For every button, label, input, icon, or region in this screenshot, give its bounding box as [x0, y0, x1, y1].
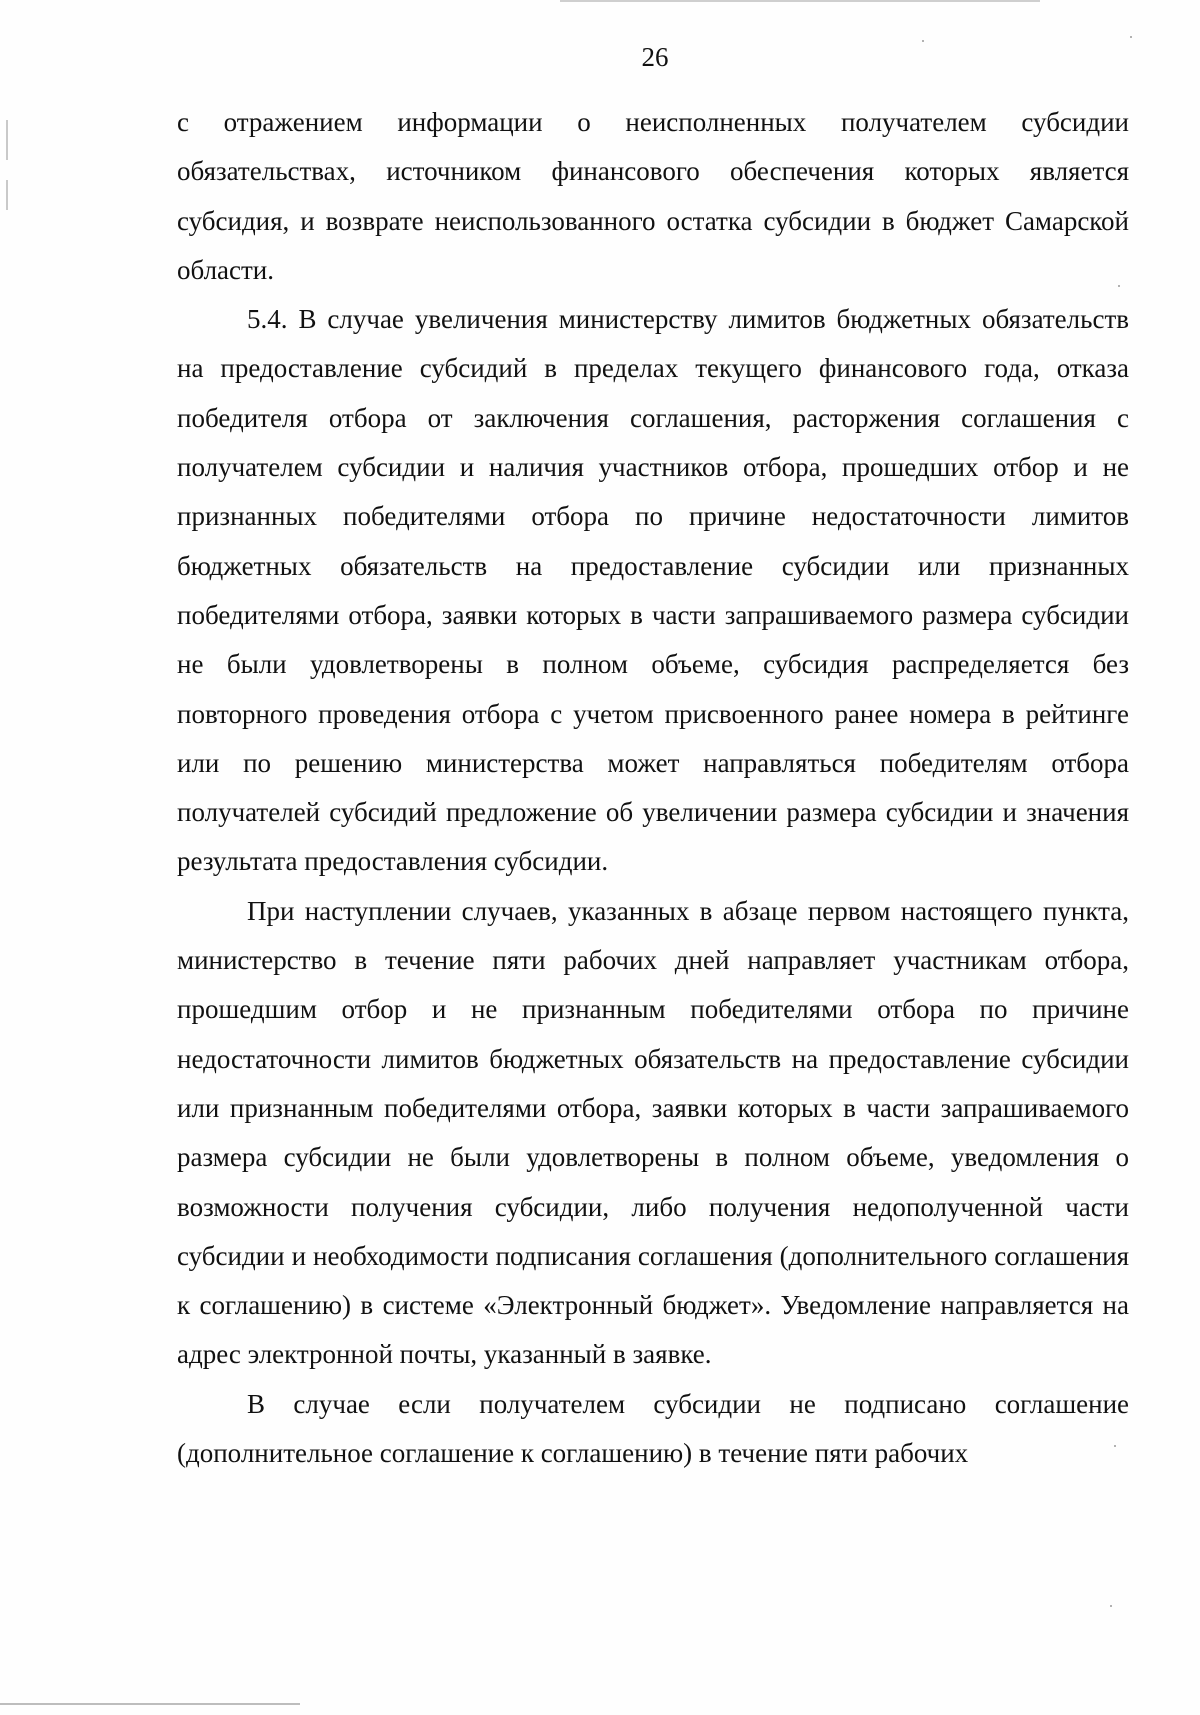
paragraph-notification: При наступлении случаев, указанных в абзаце первом настоящего пункта, министерство в течение пяти рабочих дней направляет участникам отбора, прошедшим отбор и не признанным победителями отбора по причине недостаточности лимитов бюджетных обязательств на предоставление субсидии или признанным победителями отбора, заявки которых в части запрашиваемого размера субсидии не были удовлетворены в полном объеме, уведомления о возможности получения субсидии, либо получения недополученной части субсидии и необходимости подписания соглашения (дополнительного соглашения к соглашению) в системе «Электронный бюджет». Уведомление направляется на адрес электронной почты, указанный в заявке. — [177, 895, 1129, 1370]
scan-speck — [922, 40, 924, 42]
scan-edge-left — [6, 120, 8, 160]
scan-speck — [1114, 1445, 1116, 1447]
scan-speck — [1130, 36, 1132, 38]
document-body — [177, 98, 1129, 1478]
scan-edge-top — [560, 0, 1040, 2]
page-number: 26 — [641, 42, 669, 72]
scan-edge-bottom — [0, 1703, 300, 1705]
scan-speck — [1110, 1605, 1112, 1607]
paragraph-continuation: с отражением информации о неисполненных получателем субсидии обязательствах, источником финансового обеспечения которых является субсидия, и возврате неиспользованного остатка субсидии в бюджет Самарской области. — [177, 107, 1129, 285]
paragraph-clause-5-4: 5.4. В случае увеличения министерству лимитов бюджетных обязательств на предоставление субсидий в пределах текущего финансового года, отказа победителя отбора от заключения соглашения, расторжения соглашения с получателем субсидии и наличия участников отбора, прошедших отбор и не признанных победителями отбора по причине недостаточности лимитов бюджетных обязательств на предоставление субсидии или признанных победителями отбора, заявки которых в части запрашиваемого размера субсидии не были удовлетворены в полном объеме, субсидия распределяется без повторного проведения отбора с учетом присвоенного ранее номера в рейтинге или по решению министерства может направляться победителям отбора получателей субсидий предложение об увеличении размера субсидии и значения результата предоставления субсидии. — [177, 304, 1129, 877]
paragraph-not-signed: В случае если получателем субсидии не подписано соглашение (дополнительное соглашение к соглашению) в течение пяти рабочих — [177, 1388, 1129, 1469]
scan-edge-left — [6, 180, 8, 210]
scan-speck — [1118, 285, 1120, 287]
